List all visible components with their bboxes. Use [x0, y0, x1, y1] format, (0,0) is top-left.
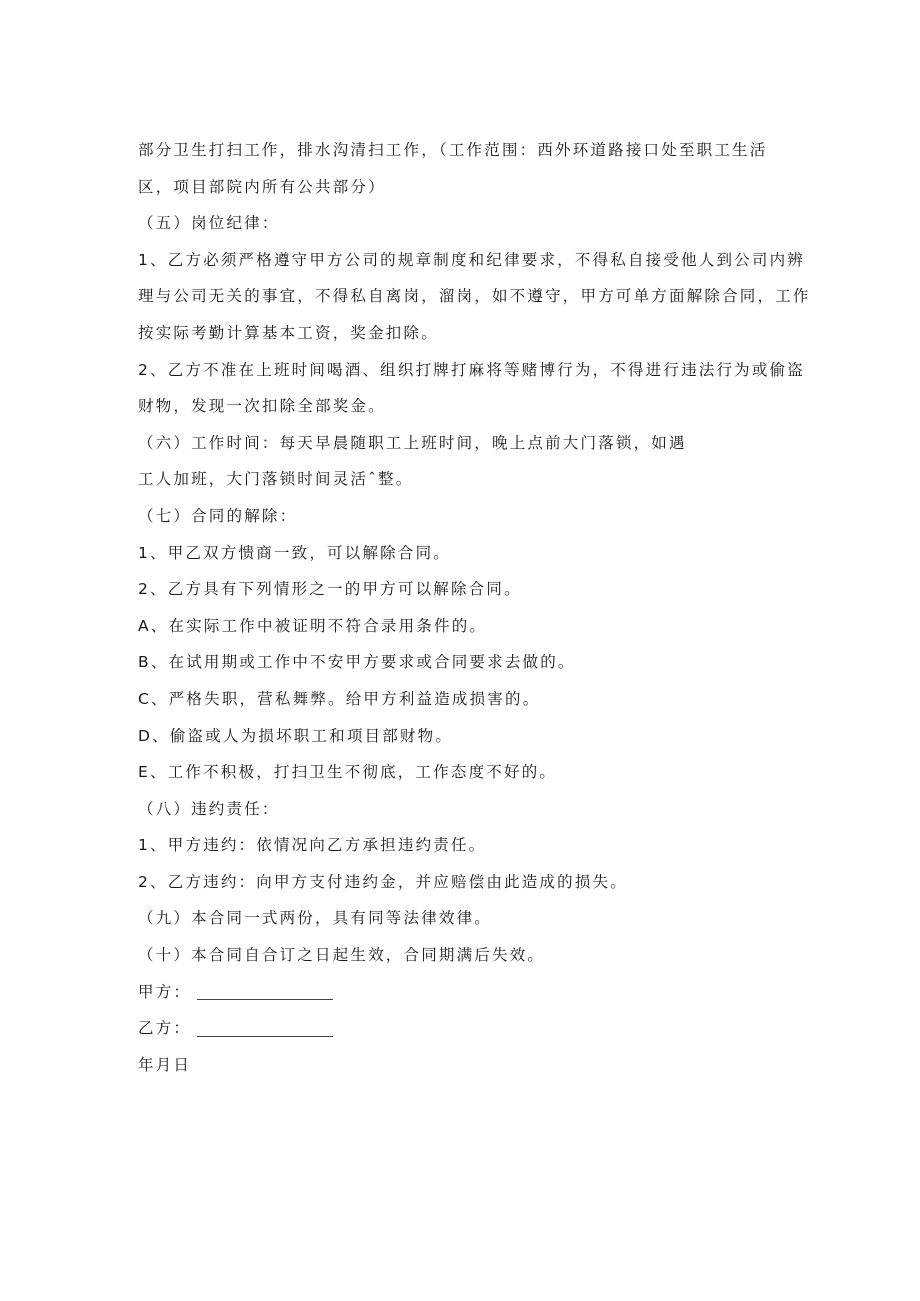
text-line: 部分卫生打扫工作，排水沟清扫工作，（工作范围：西外环道路接口处至职工生活 — [138, 141, 768, 159]
section-heading: （七）合同的解除： — [138, 506, 298, 525]
party-b-signature-line — [197, 1035, 333, 1037]
section-heading: （十）本合同自合订之日起生效，合同期满后失效。 — [138, 946, 546, 965]
section-heading: （九）本合同一式两份，具有同等法律效律。 — [138, 909, 493, 928]
text-line: 1、甲乙双方愦商一致，可以解除合同。 — [138, 543, 451, 562]
text-line: 工人加班，大门落锁时间灵活ˆ整。 — [138, 470, 414, 489]
text-line: 2、乙方不准在上班时间喝酒、组织打牌打麻将等赌博行为，不得进行违法行为或偷盗 — [138, 360, 805, 379]
text-line: 按实际考勤计算基本工资，奖金扣除。 — [138, 323, 439, 342]
section-heading: （五）岗位纪律： — [138, 214, 280, 233]
text-line: 2、乙方违约：向甲方支付违约金，并应赔偿由此造成的损失。 — [138, 872, 628, 891]
section-heading: （八）违约责任： — [138, 799, 280, 818]
text-line: 2、乙方具有下列情形之一的甲方可以解除合同。 — [138, 580, 522, 599]
list-item: A、在实际工作中被证明不符合录用条件的。 — [138, 616, 488, 635]
party-b-signature — [138, 1010, 798, 1047]
list-item: D、偷盗或人为损坏职工和项目部财物。 — [138, 726, 454, 745]
list-item: C、严格失职，营私舞弊。给甲方利益造成损害的。 — [138, 689, 541, 708]
list-item: E、工作不积极，打扫卫生不彻底，工作态度不好的。 — [138, 763, 558, 782]
party-b-label: 乙方： — [138, 1019, 192, 1038]
party-a-label: 甲方： — [138, 982, 192, 1001]
text-line: 区，项目部院内所有公共部分） — [138, 177, 386, 196]
text-line: 理与公司无关的事宜，不得私自离岗，溜岗，如不遵守，甲方可单方面解除合同，工作 — [138, 287, 811, 306]
text-line: 1、甲方违约：依情况向乙方承担违约责任。 — [138, 836, 487, 855]
contract-body — [138, 132, 811, 1083]
section-heading: （六）工作时间：每天早晨随职工上班时间，晚上点前大门落锁，如遇 — [138, 433, 687, 452]
date-label: 年月日 — [138, 1055, 192, 1074]
list-item: B、在试用期或工作中不安甲方要求或合同要求去做的。 — [138, 653, 576, 672]
text-line: 财物，发现一次扣除全部奖金。 — [138, 397, 386, 416]
text-line: 1、乙方必须严格遵守甲方公司的规章制度和纪律要求，不得私自接受他人到公司内辨 — [138, 250, 805, 269]
party-a-signature — [138, 974, 798, 1011]
party-a-signature-line — [197, 998, 333, 1000]
